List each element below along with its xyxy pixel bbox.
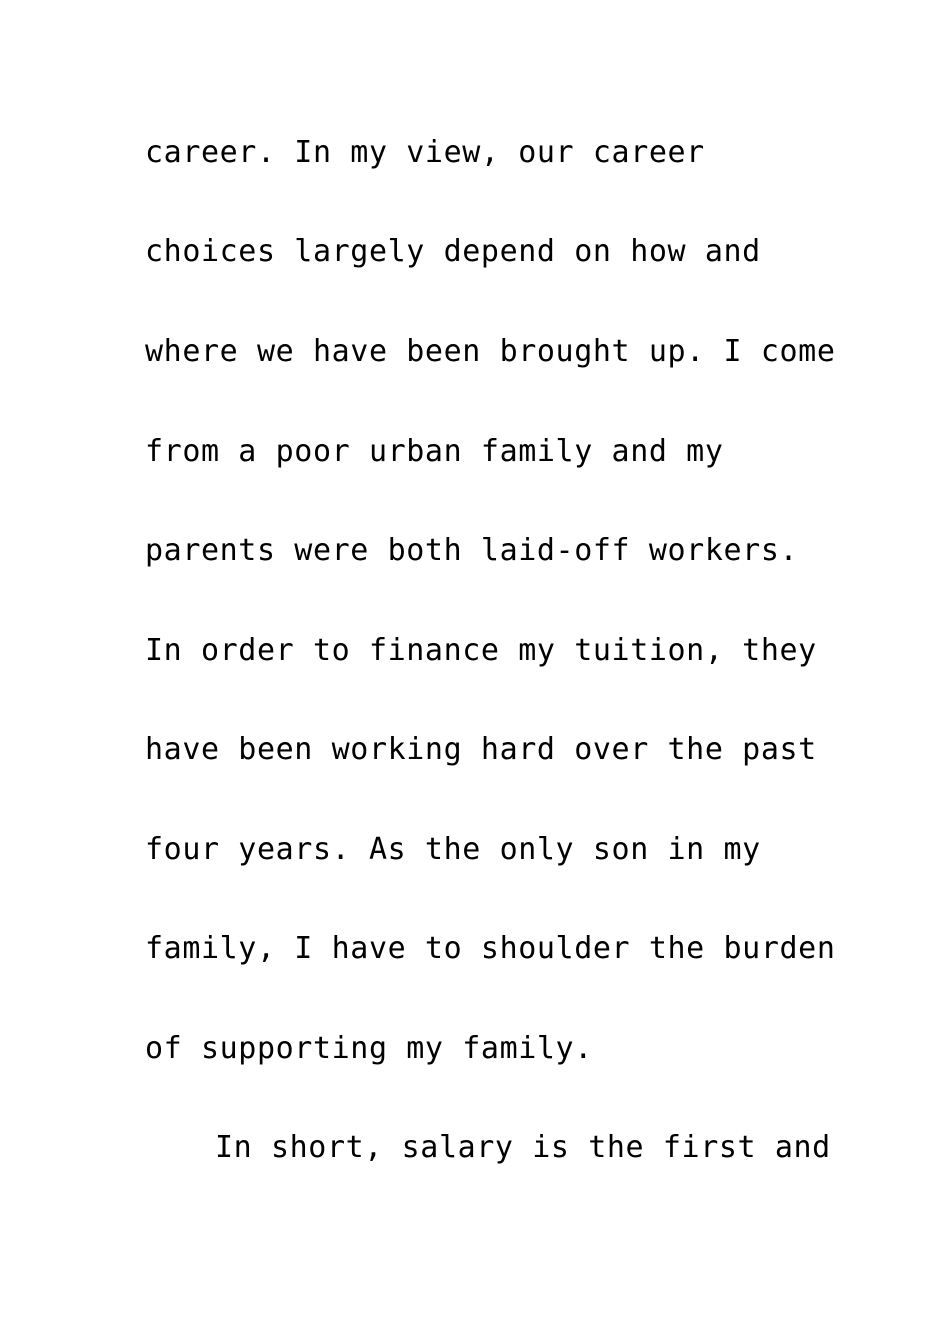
text-line: career. In my view, our career — [145, 135, 705, 170]
text-line: from a poor urban family and my — [145, 434, 724, 469]
text-line: family, I have to shoulder the burden — [145, 931, 836, 966]
text-line: choices largely depend on how and — [145, 234, 761, 269]
paragraph-first-line: In short, salary is the first and — [215, 1130, 831, 1165]
text-line: of supporting my family. — [145, 1031, 593, 1066]
text-line: four years. As the only son in my — [145, 832, 761, 867]
text-line: In order to finance my tuition, they — [145, 633, 817, 668]
text-line: where we have been brought up. I come — [145, 334, 836, 369]
text-line: parents were both laid-off workers. — [145, 533, 799, 568]
text-line: have been working hard over the past — [145, 732, 817, 767]
